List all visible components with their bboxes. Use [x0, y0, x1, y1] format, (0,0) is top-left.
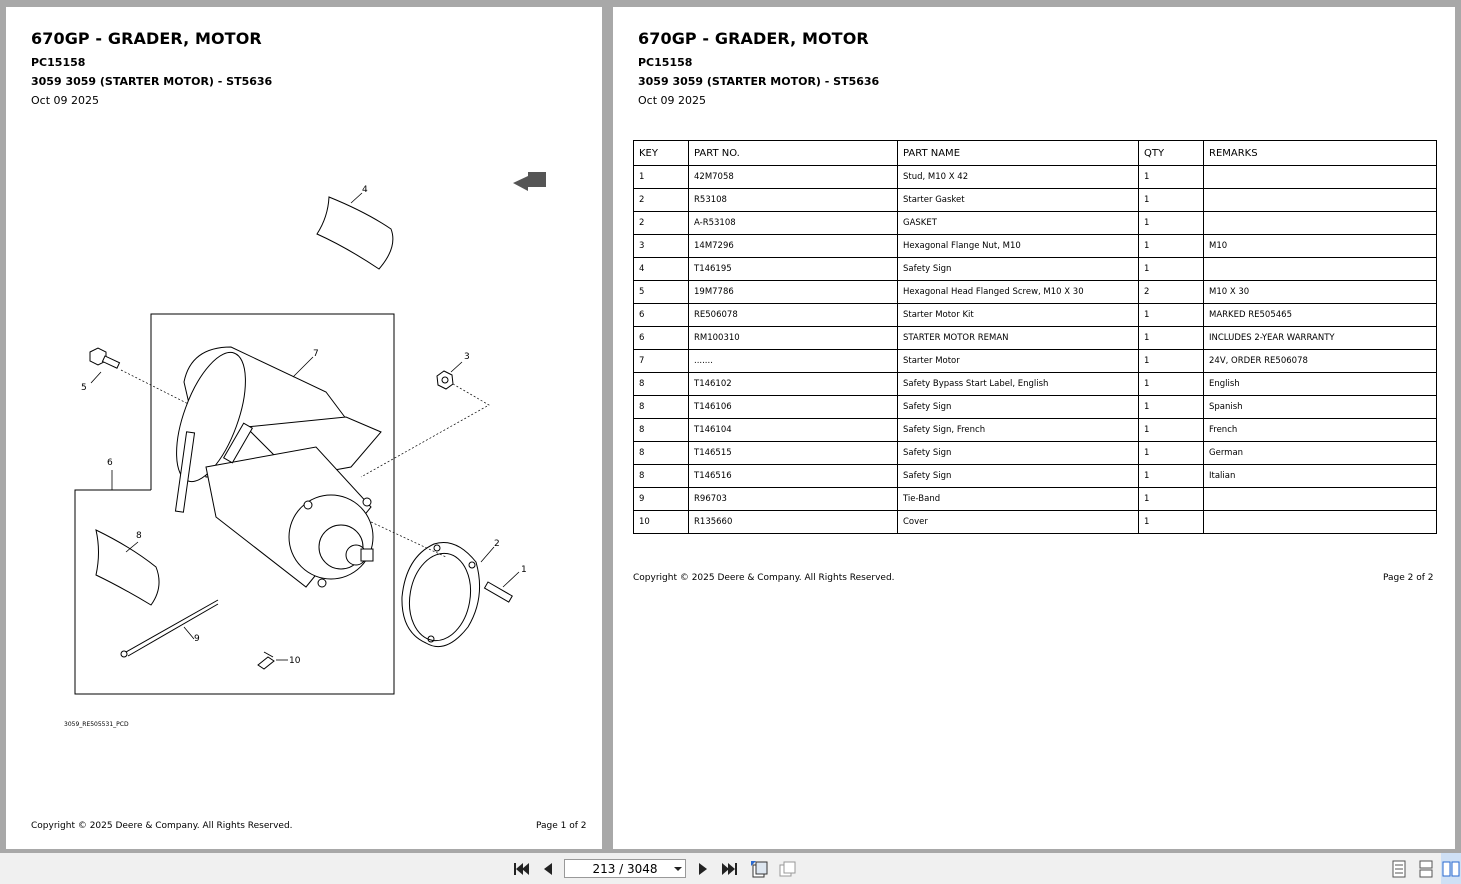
callout-2: 2 [494, 539, 500, 549]
col-remarks: REMARKS [1204, 141, 1437, 166]
cell-part-no: RE506078 [689, 304, 898, 327]
cell-remarks: English [1204, 373, 1437, 396]
continuous-view-button[interactable] [1416, 853, 1436, 884]
cell-qty: 1 [1139, 488, 1204, 511]
cell-remarks: M10 [1204, 235, 1437, 258]
table-row [634, 281, 1437, 304]
cell-part-no: A-R53108 [689, 212, 898, 235]
cell-remarks: MARKED RE505465 [1204, 304, 1437, 327]
prev-page-button[interactable] [539, 853, 557, 884]
cell-qty: 1 [1139, 511, 1204, 534]
safety-sign-8 [96, 530, 159, 605]
single-page-view-icon [1392, 860, 1406, 878]
cell-part-no: T146516 [689, 465, 898, 488]
cell-qty: 1 [1139, 327, 1204, 350]
cell-qty: 1 [1139, 235, 1204, 258]
cell-part-name: Hexagonal Flange Nut, M10 [898, 235, 1139, 258]
diagram-image-code: 3059_RE505531_PCD [64, 721, 129, 728]
cell-part-no: T146102 [689, 373, 898, 396]
tie-band-9 [121, 600, 218, 657]
page-indicator: 213 / 3048 [592, 861, 658, 876]
cell-key: 2 [634, 189, 689, 212]
cell-qty: 1 [1139, 419, 1204, 442]
last-page-icon [722, 862, 738, 876]
catalog-number: PC15158 [31, 56, 86, 69]
cell-part-name: STARTER MOTOR REMAN [898, 327, 1139, 350]
cell-qty: 1 [1139, 212, 1204, 235]
cell-remarks: INCLUDES 2-YEAR WARRANTY [1204, 327, 1437, 350]
cell-key: 2 [634, 212, 689, 235]
fit-width-icon [778, 860, 796, 878]
cell-part-name: Starter Gasket [898, 189, 1139, 212]
cell-key: 8 [634, 396, 689, 419]
document-page-1 [6, 7, 602, 849]
next-page-button[interactable] [694, 853, 712, 884]
cell-qty: 1 [1139, 304, 1204, 327]
doc-title: 670GP - GRADER, MOTOR [31, 29, 262, 48]
cell-key: 5 [634, 281, 689, 304]
cell-qty: 1 [1139, 350, 1204, 373]
two-page-view-button[interactable] [1441, 853, 1461, 884]
cell-part-name: Stud, M10 X 42 [898, 166, 1139, 189]
cell-part-name: Safety Sign [898, 258, 1139, 281]
exploded-parts-diagram [6, 7, 602, 767]
cell-part-name: GASKET [898, 212, 1139, 235]
table-row [634, 350, 1437, 373]
cell-part-name: Safety Sign [898, 442, 1139, 465]
starter-motor-7 [162, 344, 381, 587]
fit-page-button[interactable] [748, 853, 770, 884]
table-row [634, 235, 1437, 258]
cell-key: 8 [634, 373, 689, 396]
page-arrow-icon [513, 172, 546, 191]
fit-page-icon [750, 860, 768, 878]
cell-key: 7 [634, 350, 689, 373]
cell-qty: 1 [1139, 189, 1204, 212]
catalog-number: PC15158 [638, 56, 693, 69]
table-row [634, 419, 1437, 442]
table-row [634, 304, 1437, 327]
copyright-left: Copyright © 2025 Deere & Company. All Rights Reserved. [31, 821, 293, 831]
callout-10: 10 [289, 656, 301, 666]
page-header [638, 29, 879, 107]
cell-part-no: 42M7058 [689, 166, 898, 189]
table-row [634, 442, 1437, 465]
cell-part-name: Tie-Band [898, 488, 1139, 511]
table-row [634, 511, 1437, 534]
document-page-2 [613, 7, 1455, 849]
cell-key: 10 [634, 511, 689, 534]
cell-part-no: 14M7296 [689, 235, 898, 258]
cell-remarks: German [1204, 442, 1437, 465]
two-page-view-icon [1442, 860, 1460, 878]
table-header-row [634, 141, 1437, 166]
cell-qty: 1 [1139, 442, 1204, 465]
single-page-view-button[interactable] [1389, 853, 1409, 884]
cell-part-no: 19M7786 [689, 281, 898, 304]
table-row [634, 373, 1437, 396]
table-row [634, 488, 1437, 511]
cell-qty: 1 [1139, 465, 1204, 488]
cell-part-no: RM100310 [689, 327, 898, 350]
cell-part-no: R135660 [689, 511, 898, 534]
cell-remarks [1204, 511, 1437, 534]
stud-1 [485, 572, 520, 602]
first-page-icon [513, 862, 529, 876]
col-key: KEY [634, 141, 689, 166]
table-row [634, 327, 1437, 350]
cell-remarks [1204, 488, 1437, 511]
fit-width-button[interactable] [776, 853, 798, 884]
cell-remarks: 24V, ORDER RE506078 [1204, 350, 1437, 373]
cell-remarks: French [1204, 419, 1437, 442]
copyright-right: Copyright © 2025 Deere & Company. All Rights Reserved. [633, 573, 895, 583]
cell-key: 1 [634, 166, 689, 189]
cell-remarks [1204, 258, 1437, 281]
parts-table [633, 140, 1437, 534]
safety-sign-4 [317, 197, 393, 269]
cell-qty: 1 [1139, 396, 1204, 419]
cell-part-name: Starter Motor Kit [898, 304, 1139, 327]
page-number-right: Page 2 of 2 [1383, 573, 1434, 583]
group-title: 3059 3059 (STARTER MOTOR) - ST5636 [31, 75, 273, 88]
cell-part-no: ....... [689, 350, 898, 373]
callout-4: 4 [362, 185, 368, 195]
nut-3 [437, 362, 462, 389]
cell-qty: 1 [1139, 166, 1204, 189]
cell-part-name: Starter Motor [898, 350, 1139, 373]
cell-remarks: Italian [1204, 465, 1437, 488]
cell-remarks [1204, 189, 1437, 212]
cell-part-no: R53108 [689, 189, 898, 212]
callout-9: 9 [194, 634, 200, 644]
table-row [634, 166, 1437, 189]
cell-key: 8 [634, 419, 689, 442]
cell-remarks [1204, 212, 1437, 235]
cell-key: 3 [634, 235, 689, 258]
callout-7: 7 [313, 349, 319, 359]
cell-remarks: Spanish [1204, 396, 1437, 419]
cell-key: 6 [634, 327, 689, 350]
cell-part-no: T146515 [689, 442, 898, 465]
next-page-icon [697, 862, 709, 876]
cell-part-name: Hexagonal Head Flanged Screw, M10 X 30 [898, 281, 1139, 304]
col-part-name: PART NAME [898, 141, 1139, 166]
cell-part-no: R96703 [689, 488, 898, 511]
col-qty: QTY [1139, 141, 1204, 166]
table-row [634, 258, 1437, 281]
callout-8: 8 [136, 531, 142, 541]
chevron-down-icon[interactable] [674, 867, 682, 871]
col-part-no: PART NO. [689, 141, 898, 166]
continuous-view-icon [1419, 860, 1433, 878]
page-number-left: Page 1 of 2 [536, 821, 587, 831]
cell-key: 8 [634, 465, 689, 488]
doc-title: 670GP - GRADER, MOTOR [638, 29, 869, 48]
cell-key: 8 [634, 442, 689, 465]
cell-part-name: Safety Sign, French [898, 419, 1139, 442]
table-row [634, 465, 1437, 488]
cell-part-name: Safety Bypass Start Label, English [898, 373, 1139, 396]
cell-part-name: Cover [898, 511, 1139, 534]
cell-remarks: M10 X 30 [1204, 281, 1437, 304]
cell-qty: 1 [1139, 373, 1204, 396]
cell-key: 4 [634, 258, 689, 281]
prev-page-icon [542, 862, 554, 876]
doc-date: Oct 09 2025 [31, 94, 100, 107]
cell-remarks [1204, 166, 1437, 189]
viewer-toolbar [0, 853, 1461, 884]
cell-part-name: Safety Sign [898, 465, 1139, 488]
callout-1: 1 [521, 565, 527, 575]
parts-table-body [634, 166, 1437, 534]
first-page-button[interactable] [511, 853, 531, 884]
last-page-button[interactable] [720, 853, 740, 884]
callout-3: 3 [464, 352, 470, 362]
cell-qty: 2 [1139, 281, 1204, 304]
page-number-input[interactable] [564, 859, 686, 878]
cell-part-no: T146104 [689, 419, 898, 442]
table-row [634, 396, 1437, 419]
callout-6: 6 [107, 458, 113, 468]
table-row [634, 212, 1437, 235]
table-row [634, 189, 1437, 212]
gasket-2 [402, 542, 480, 646]
cell-key: 6 [634, 304, 689, 327]
cell-part-no: T146106 [689, 396, 898, 419]
cover-10 [258, 652, 288, 669]
cell-part-name: Safety Sign [898, 396, 1139, 419]
cell-part-no: T146195 [689, 258, 898, 281]
cell-qty: 1 [1139, 258, 1204, 281]
doc-date: Oct 09 2025 [638, 94, 707, 107]
cell-key: 9 [634, 488, 689, 511]
callout-5: 5 [81, 383, 87, 393]
bolt-5 [90, 348, 120, 383]
group-title: 3059 3059 (STARTER MOTOR) - ST5636 [638, 75, 880, 88]
